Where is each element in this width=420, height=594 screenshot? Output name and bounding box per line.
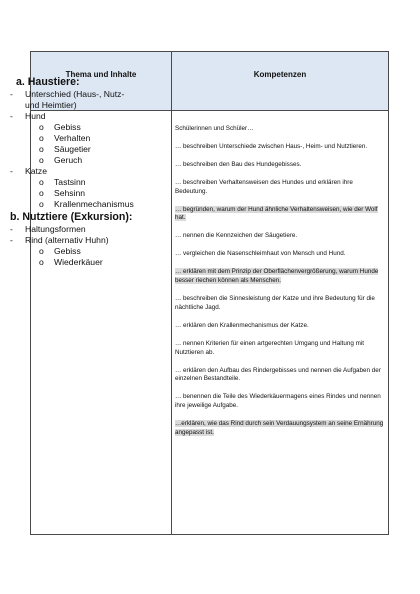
subtopic-label: Krallenmechanismus	[54, 199, 134, 209]
column-divider	[171, 52, 172, 534]
competency-item	[175, 322, 385, 331]
competency-text: … nennen die Kennzeichen der Säugetiere.	[175, 232, 298, 240]
competency-text: … beschreiben Verhaltensweisen des Hundes und erklären ihre Bedeutung.	[175, 179, 353, 195]
subtopic-label: Verhalten	[54, 133, 91, 143]
dash-bullet: -	[10, 235, 13, 245]
circle-bullet: o	[39, 188, 44, 198]
competency-list	[175, 143, 385, 437]
competency-text: … beschreiben den Bau des Hundegebisses.	[175, 161, 302, 168]
competency-text: … beschreiben Unterschiede zwischen Haus-, Heim- und Nutztieren.	[175, 143, 368, 150]
circle-bullet: o	[39, 122, 44, 132]
subtopic-item	[10, 155, 138, 166]
header-topics: Thema und Inhalte	[65, 70, 137, 79]
competency-intro: Schülerinnen und Schüler…	[175, 125, 254, 132]
subtopic-label: Gebiss	[54, 246, 81, 256]
subtopic-item	[10, 199, 138, 210]
section-a-heading: a. Haustiere:	[16, 76, 80, 88]
subtopic-label: Sehsinn	[54, 188, 86, 198]
competency-text: … benennen die Teile des Wiederkäuermagens eines Rindes und nennen ihre jeweilige Aufgabe.	[175, 393, 381, 409]
topic-label: Unterschied (Haus-, Nutz- und Heimtier)	[25, 89, 125, 110]
competency-item	[175, 367, 385, 384]
subtopic-item	[10, 257, 138, 268]
circle-bullet: o	[39, 177, 44, 187]
subtopic-item	[10, 133, 138, 144]
topic-item	[10, 89, 138, 111]
circle-bullet: o	[39, 257, 44, 267]
subtopic-item	[10, 246, 138, 257]
competency-item	[175, 232, 385, 241]
circle-bullet: o	[39, 199, 44, 209]
subtopic-item	[10, 144, 138, 155]
competency-item	[175, 393, 385, 410]
topic-label: Rind (alternativ Huhn)	[25, 235, 109, 245]
circle-bullet: o	[39, 144, 44, 154]
subtopic-label: Gebiss	[54, 122, 81, 132]
dash-bullet: -	[10, 166, 13, 176]
competency-item	[175, 143, 385, 152]
competency-item	[175, 420, 385, 437]
topic-item	[10, 224, 138, 235]
dash-bullet: -	[10, 224, 13, 234]
subtopic-item	[10, 177, 138, 188]
subtopic-label: Geruch	[54, 155, 83, 165]
circle-bullet: o	[39, 155, 44, 165]
topic-label: Katze	[25, 166, 47, 176]
section-b-heading: b. Nutztiere (Exkursion):	[10, 211, 133, 223]
subtopic-label: Wiederkäuer	[54, 257, 103, 267]
competency-item	[175, 340, 385, 357]
subtopic-item	[10, 188, 138, 199]
competency-text: … nennen Kriterien für einen artgerechten Umgang und Haltung mit Nutztieren ab.	[175, 339, 365, 356]
topic-label: Hund	[25, 111, 46, 121]
circle-bullet: o	[39, 246, 44, 256]
section-b-list	[10, 224, 138, 268]
circle-bullet: o	[39, 133, 44, 143]
topic-item	[10, 235, 138, 246]
competency-text: … begründen, warum der Hund ähnliche Verhaltensweisen, wie der Wolf hat.	[175, 205, 378, 222]
competency-item	[175, 268, 385, 285]
competency-item	[175, 161, 385, 170]
dash-bullet: -	[10, 111, 13, 121]
competency-text: …erklären, wie das Rind durch sein Verdauungsystem an seine Ernährung angepasst ist.	[175, 419, 384, 436]
competency-text: … erklären den Aufbau des Rindergebisses und nennen die Aufgaben der einzelnen Bestandteile.	[175, 366, 381, 383]
competency-text: … beschreiben die Sinnesleistung der Katze und ihre Bedeutung für die nächtliche Jagd.	[175, 295, 375, 311]
topic-item	[10, 111, 138, 122]
competency-item	[175, 179, 385, 196]
topics-column	[10, 76, 138, 268]
competency-item	[175, 295, 385, 312]
competency-item	[175, 250, 385, 259]
section-a-list	[10, 89, 138, 210]
competency-text: … vergleichen die Nasenschleimhaut von Mensch und Hund.	[175, 250, 346, 258]
subtopic-label: Tastsinn	[54, 177, 86, 187]
subtopic-item	[10, 122, 138, 133]
dash-bullet: -	[10, 89, 13, 99]
topic-label: Haltungsformen	[25, 224, 86, 234]
subtopic-label: Säugetier	[54, 144, 91, 154]
competencies-column	[175, 125, 385, 447]
header-competencies: Kompetenzen	[253, 70, 307, 79]
competency-text: … erklären mit dem Prinzip der Oberflächenvergrößerung, warum Hunde besser riechen können als Menschen.	[175, 268, 379, 285]
competency-item	[175, 206, 385, 223]
topic-item	[10, 166, 138, 177]
competency-text: … erklären den Krallenmechanismus der Katze.	[175, 321, 309, 329]
